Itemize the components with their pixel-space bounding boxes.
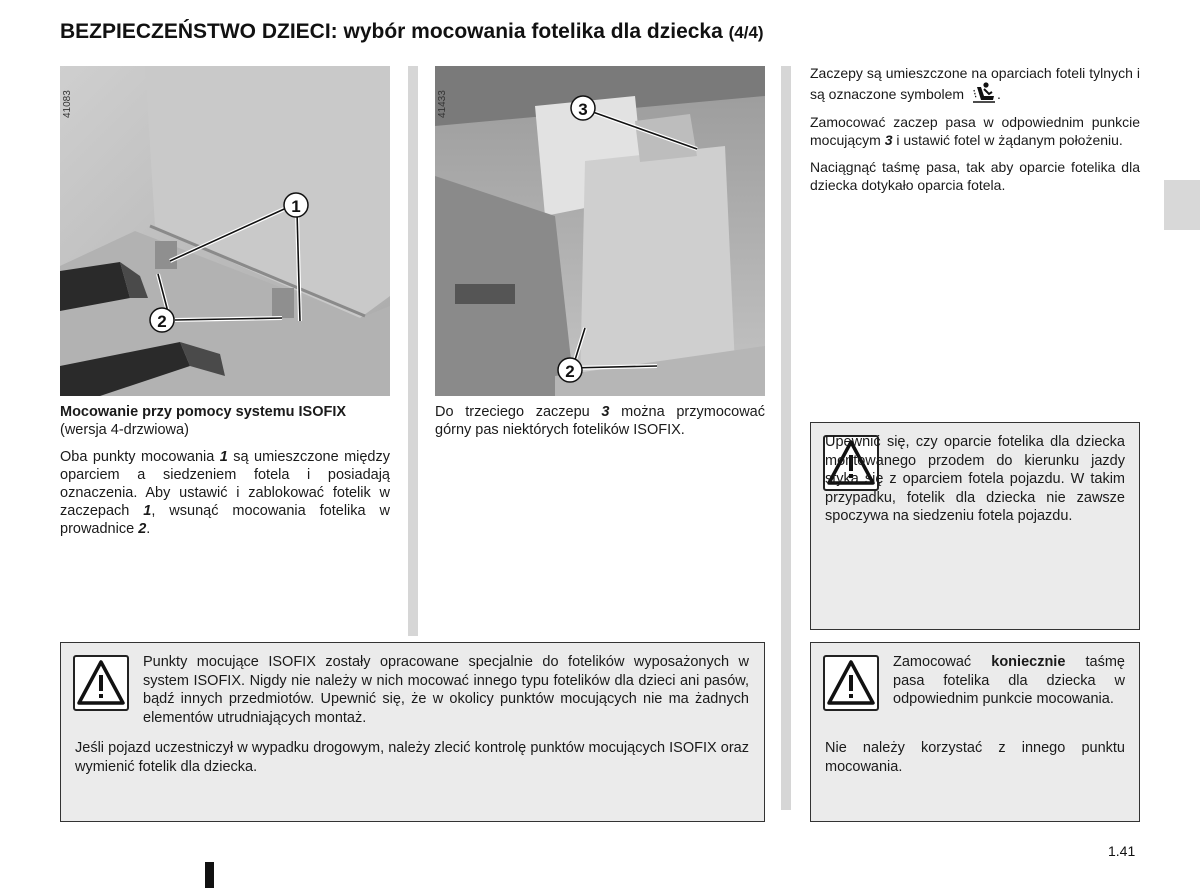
warning-text: [893, 653, 1125, 718]
paragraph: [435, 403, 765, 439]
ref-number: 3: [601, 404, 610, 420]
paragraph: [893, 653, 1125, 709]
warning-text: [825, 739, 1125, 785]
warning-box: [810, 642, 1140, 822]
ref-number: 1: [143, 503, 152, 519]
right-column-text: [810, 64, 1140, 203]
photo-isofix-anchors-illustration: [60, 66, 390, 396]
page-number: 1.41: [1108, 843, 1136, 859]
ref-number: 2: [138, 521, 147, 537]
page-title-suffix: (4/4): [728, 23, 764, 42]
text-run: .: [146, 521, 151, 537]
text-run: można przymocować górny pas niektórych fotelików ISOFIX.: [435, 404, 765, 438]
left-column-text: [60, 403, 390, 547]
column-divider-right: [781, 66, 791, 810]
callout-1: 1: [291, 197, 301, 216]
photo-rear-seat-illustration: [435, 66, 765, 396]
photo-rear-seat: [435, 66, 765, 396]
warning-triangle-icon: [73, 655, 129, 711]
warning-text: Upewnić się, czy oparcie fotelika dla dziecka montowanego przodem do kierunku jazdy styka się z oparciem fotela pojazdu. W takim przypadku, fotelik dla dziecka nie zawsze spoczywa na siedzeniu fotela pojazdu.: [825, 434, 1125, 524]
isofix-child-seat-icon: [971, 82, 997, 104]
section-tab: [1164, 180, 1200, 230]
text-run: Zamocować: [893, 654, 992, 670]
ref-number: 3: [884, 132, 893, 148]
paragraph: Punkty mocujące ISOFIX zostały opracowane specjalnie do fotelików wyposażonych w system ISOFIX. Nigdy nie należy w nich mocować innego typu fotelików dla dzieci ani pasów, bądź innych przedmiotów. Upewnić się, że w okolicy punktów mocujących nie ma żadnych elementów utrudniających montaż.: [143, 654, 749, 726]
text-run: Zaczepy są umieszczone na oparciach foteli tylnych i są oznaczone symbolem: [810, 65, 1140, 102]
paragraph: [810, 113, 1140, 149]
paragraph: Nie należy korzystać z innego punktu mocowania.: [825, 740, 1125, 775]
warning-text: [143, 653, 749, 736]
column-divider-left: [408, 66, 418, 636]
paragraph: [60, 448, 390, 538]
warning-triangle-icon: [823, 655, 879, 711]
paragraph: [810, 64, 1140, 104]
warning-box: [60, 642, 765, 822]
photo-code: 41433: [437, 90, 448, 118]
page-title: [60, 20, 764, 44]
photo-code: 41083: [62, 90, 73, 118]
paragraph: Naciągnąć taśmę pasa, tak aby oparcie fotelika dla dziecka dotykało oparcia fotela.: [810, 159, 1140, 193]
middle-column-text: [435, 403, 765, 448]
callout-2-middle: 2: [565, 362, 575, 381]
text-run: .: [996, 86, 1001, 102]
ref-number: 1: [219, 449, 228, 465]
callout-2: 2: [157, 312, 167, 331]
warning-box: [810, 422, 1140, 630]
text-run: , wsunąć mocowania fotelika w prowadnice: [60, 503, 390, 537]
warning-text: [75, 739, 749, 785]
page-title-text: BEZPIECZEŃSTWO DZIECI: wybór mocowania fotelika dla dziecka: [60, 20, 723, 43]
text-run: Zamocować zaczep pasa w odpowiednim punkcie mocującym: [810, 114, 1140, 148]
text-run: Oba punkty mocowania: [60, 449, 220, 465]
section-subheading: (wersja 4-drzwiowa): [60, 422, 189, 438]
section-heading: Mocowanie przy pomocy systemu ISOFIX: [60, 404, 347, 420]
page-edge-mark: [205, 862, 214, 888]
text-run: są umieszczone między oparciem a siedzeniem fotela i posiadają oznaczenia. Aby ustawić i zablokować fotelik w zaczepach: [60, 449, 390, 519]
callout-3: 3: [578, 100, 588, 119]
text-run: taśmę pasa fotelika dla dziecka w odpowiednim punkcie mocowania.: [893, 654, 1125, 707]
paragraph: Jeśli pojazd uczestniczył w wypadku drogowym, należy zlecić kontrolę punktów mocujących ISOFIX oraz wymienić fotelik dla dziecka.: [75, 740, 749, 775]
emphasis: koniecznie: [991, 654, 1066, 670]
text-run: Do trzeciego zaczepu: [435, 404, 602, 420]
text-run: i ustawić fotel w żądanym położeniu.: [892, 132, 1123, 148]
photo-isofix-anchors: [60, 66, 390, 396]
